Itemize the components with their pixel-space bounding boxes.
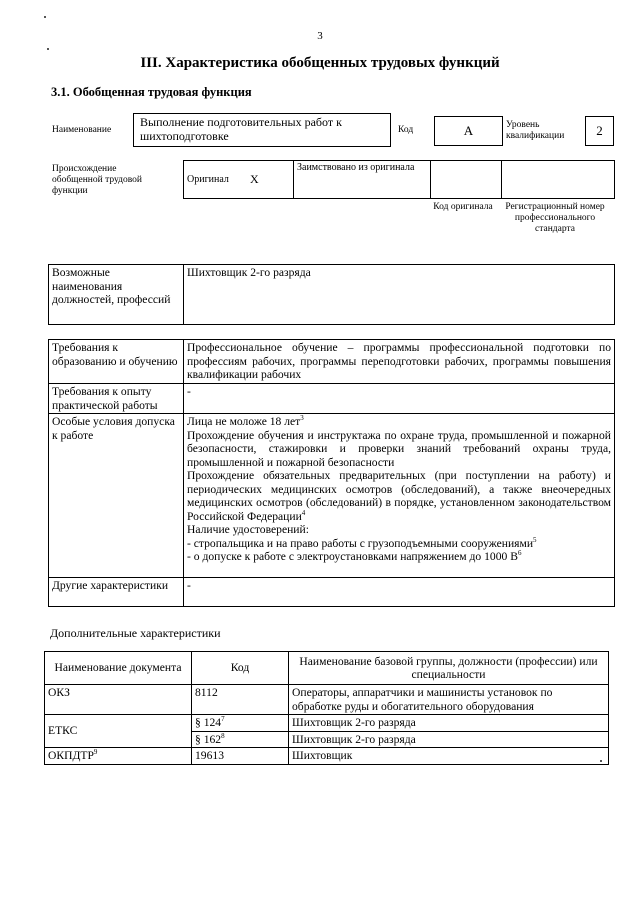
okz-name: Операторы, аппаратчики и машинисты установок по обработке руды и обогатительного оборудования: [289, 685, 609, 715]
special-line: Наличие удостоверений:: [187, 523, 309, 536]
experience-value: -: [184, 384, 615, 414]
okz-code: 8112: [192, 685, 289, 715]
header-code: Код: [192, 652, 289, 685]
okpdtr-code: 19613: [192, 748, 289, 765]
special-line: Лица не моложе 18 лет$^3$: [187, 414, 304, 428]
level-value: 2: [596, 123, 603, 138]
etks-code-1: § $124^7$: [192, 715, 289, 732]
name-value-box: [133, 113, 391, 147]
etks-doc: ЕТКС: [45, 715, 192, 748]
positions-value: Шихтовщик 2-го разряда: [184, 265, 615, 325]
special-line: - о допуске к работе с электроустановками напряжением до 1000 $В^6$: [187, 549, 522, 563]
special-line: Прохождение обучения и инструктажа по охране труда, промышленной и пожарной безопасности, стажировки и проверки знаний требований охраны труда, промышленной и пожарной безопасности: [187, 428, 611, 469]
special-conditions-label: Особые условия допуска к работе: [49, 414, 184, 578]
special-line: Прохождение обязательных предварительных (при поступлении на работу) и периодических медицинских осмотров (обследований), а также внеочередных медицинских осмотров (обследований) в порядке, установленном законодательством Российской Федерации$^4$: [187, 469, 611, 523]
original-mark: Х: [247, 161, 294, 199]
okz-doc: ОКЗ: [45, 685, 192, 715]
scan-speck: [47, 48, 49, 50]
okpdtr-name: Шихтовщик: [289, 748, 609, 765]
borrowed-label: Заимствовано из оригинала: [294, 161, 431, 199]
etks-name-1: Шихтовщик 2-го разряда: [289, 715, 609, 732]
etks-name-2: Шихтовщик 2-го разряда: [289, 731, 609, 748]
code-value-box: [434, 116, 503, 146]
other-label: Другие характеристики: [49, 578, 184, 607]
special-conditions-value: [184, 414, 615, 578]
additional-table: [44, 651, 609, 765]
special-line: - стропальщика и на право работы с грузоподъемными сооружениями$^5$: [187, 535, 537, 550]
additional-title: Дополнительные характеристики: [50, 626, 221, 640]
name-label: Наименование: [52, 125, 112, 135]
origin-label: Происхождение обобщенной трудовой функции: [52, 164, 142, 196]
code-original-cell: [431, 161, 502, 199]
education-label: Требования к образованию и обучению: [49, 340, 184, 384]
etks-code-2: § $162^8$: [192, 731, 289, 748]
code-original-caption: Код оригинала: [433, 202, 493, 212]
other-value: -: [184, 578, 615, 607]
code-label: Код: [398, 125, 414, 135]
scan-speck: [600, 760, 602, 762]
requirements-table: [48, 339, 615, 607]
name-value: Выполнение подготовительных работ к шихтоподготовке: [140, 115, 342, 143]
origin-table: [183, 160, 615, 199]
header-doc: Наименование документа: [45, 652, 192, 685]
okpdtr-doc: ОКПДТР$^9$: [45, 748, 192, 765]
code-value: А: [463, 123, 474, 138]
subsection-title: 3.1. Обобщенная трудовая функция: [51, 85, 252, 99]
page-number: 3: [317, 30, 323, 42]
experience-label: Требования к опыту практической работы: [49, 384, 184, 414]
original-label: Оригинал: [184, 161, 248, 199]
level-label: Уровень квалификации: [506, 120, 565, 141]
section-title: III. Характеристика обобщенных трудовых функций: [140, 55, 500, 71]
level-value-box: [585, 116, 614, 146]
positions-table: [48, 264, 615, 325]
education-value: Профессиональное обучение – программы профессиональной подготовки по профессиям рабочих, программы переподготовки рабочих, программы повышения квалификации рабочих: [184, 340, 615, 384]
positions-label: Возможные наименования должностей, профессий: [49, 265, 184, 325]
header-name: Наименование базовой группы, должности (профессии) или специальности: [289, 652, 609, 685]
reg-number-cell: [502, 161, 615, 199]
reg-number-caption: Регистрационный номер профессионального стандарта: [505, 202, 605, 234]
scan-speck: [44, 16, 46, 18]
